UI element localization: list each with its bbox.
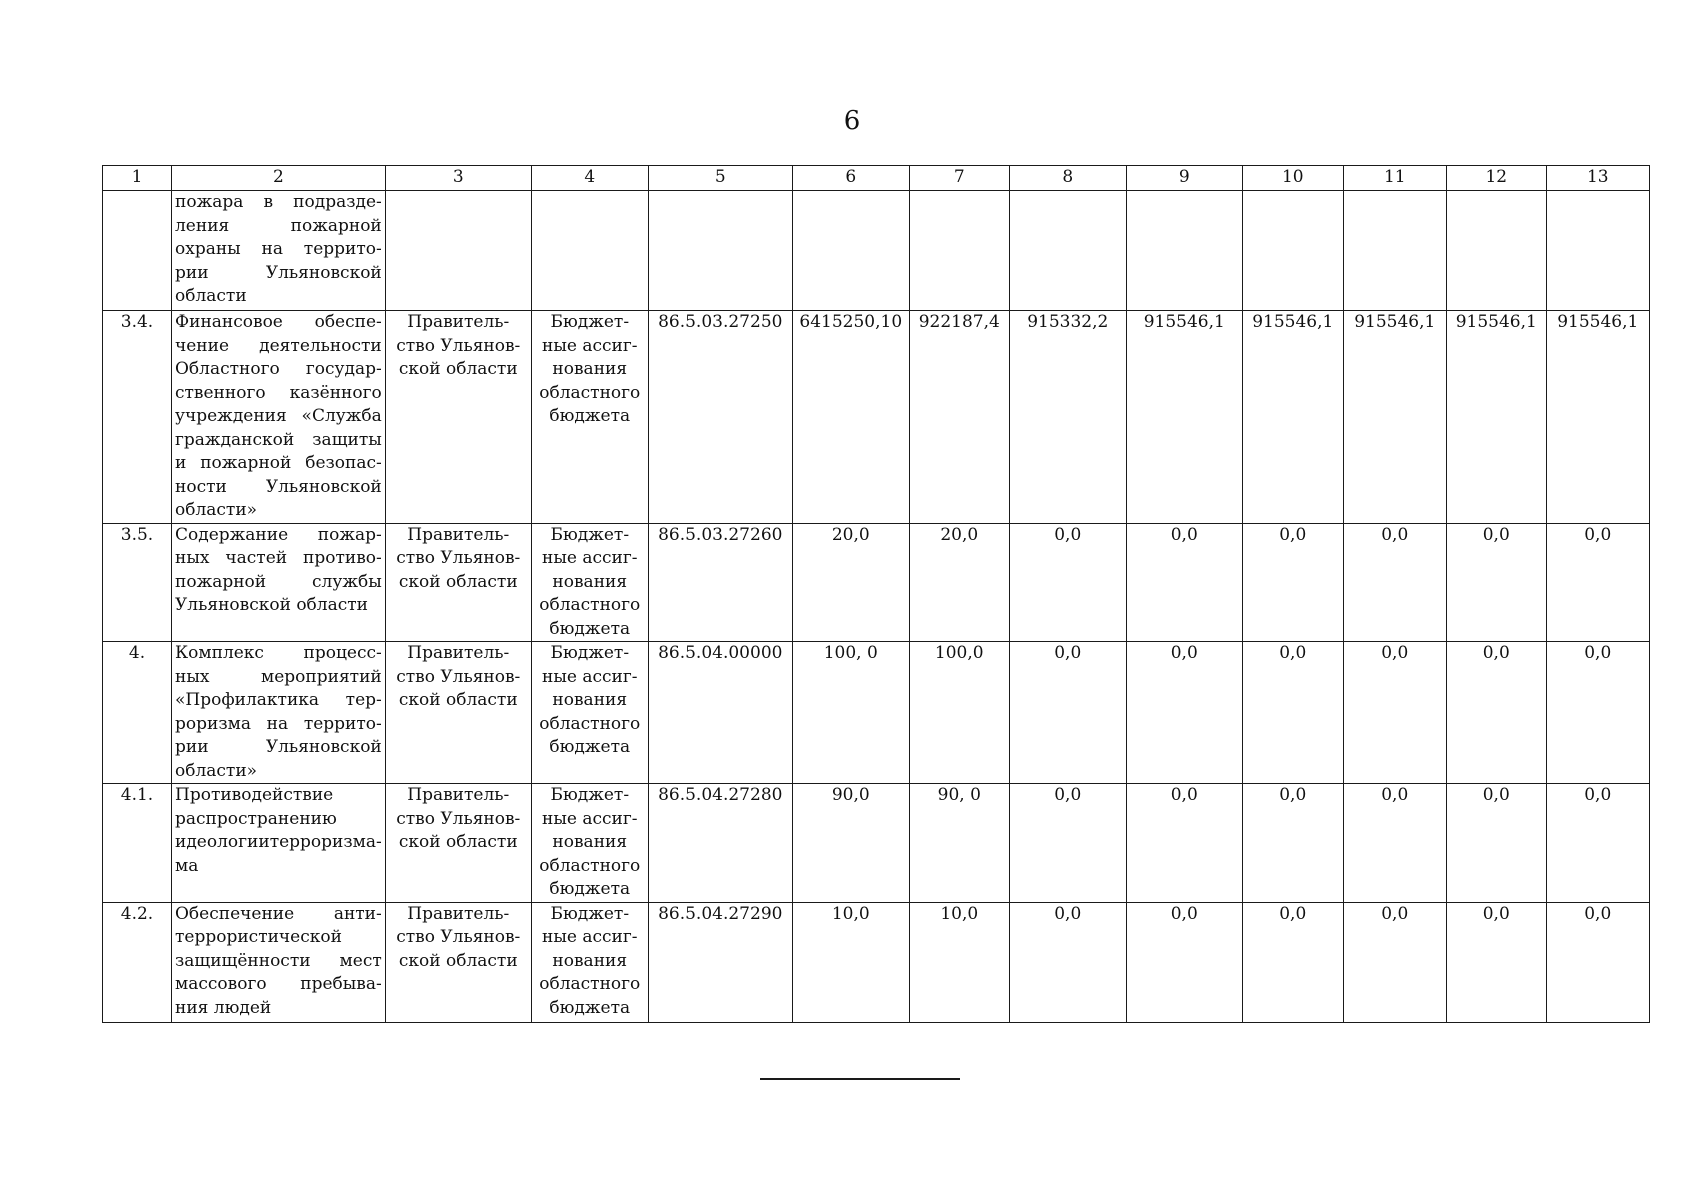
- cell-line: нования: [552, 690, 628, 710]
- cell-line: Содержание пожар-: [175, 524, 382, 545]
- header-cell: 4: [531, 166, 648, 191]
- row-number-cell: 3.5.: [103, 523, 172, 642]
- amount-cell: 0,0: [1009, 902, 1126, 1022]
- budget-code-cell: 86.5.04.27280: [648, 784, 792, 903]
- amount-cell: 0,0: [1446, 642, 1546, 784]
- header-cell: 2: [172, 166, 386, 191]
- cell-line: бюджета: [549, 406, 631, 426]
- amount-cell: 0,0: [1126, 784, 1242, 903]
- cell-line: ской области: [398, 690, 518, 710]
- amount-cell: 915546,1: [1343, 311, 1446, 524]
- cell-line: роризма на террито-: [175, 713, 382, 734]
- cell-line: ные ассиг-: [542, 808, 638, 829]
- budget-code-cell: [648, 191, 792, 311]
- amount-cell: 0,0: [1242, 523, 1343, 642]
- cell-line: ления пожарной: [175, 215, 382, 236]
- amount-cell: [1009, 191, 1126, 311]
- table-row: [103, 642, 1650, 784]
- cell-line: и пожарной безопас-: [175, 453, 382, 473]
- cell-line: Правитель-: [407, 785, 510, 805]
- header-cell: 7: [909, 166, 1009, 191]
- cell-line: ской области: [398, 950, 518, 971]
- amount-cell: 0,0: [1343, 642, 1446, 784]
- cell-line: ство Ульянов-: [396, 548, 521, 568]
- cell-line: Правитель-: [407, 903, 510, 924]
- cell-line: нования: [552, 832, 628, 852]
- amount-cell: 915546,1: [1546, 311, 1649, 524]
- measure-name-cell: [172, 902, 386, 1022]
- amount-cell: 922187,4: [909, 311, 1009, 524]
- amount-cell: [1343, 191, 1446, 311]
- cell-line: пожара в подразде-: [175, 192, 382, 212]
- executor-cell: [385, 902, 531, 1022]
- cell-line: ство Ульянов-: [396, 666, 521, 687]
- cell-line: Обеспечение анти-: [175, 903, 382, 924]
- cell-line: бюджета: [549, 879, 631, 899]
- budget-code-cell: 86.5.03.27260: [648, 523, 792, 642]
- cell-line: ство Ульянов-: [396, 335, 521, 356]
- amount-cell: 0,0: [1343, 784, 1446, 903]
- funding-source-cell: [531, 311, 648, 524]
- row-number-cell: 4.2.: [103, 902, 172, 1022]
- amount-cell: 915546,1: [1242, 311, 1343, 524]
- executor-cell: [385, 523, 531, 642]
- cell-line: нования: [552, 359, 628, 379]
- amount-cell: 915546,1: [1126, 311, 1242, 524]
- cell-line: Бюджет-: [550, 643, 630, 663]
- amount-cell: 0,0: [1126, 523, 1242, 642]
- budget-code-cell: 86.5.04.27290: [648, 902, 792, 1022]
- measure-name-cell: [172, 191, 386, 311]
- executor-cell: [385, 191, 531, 311]
- cell-line: областного: [539, 855, 641, 876]
- cell-line: Областного государ-: [175, 359, 382, 379]
- cell-line: ма: [175, 855, 199, 876]
- budget-code-cell: 86.5.03.27250: [648, 311, 792, 524]
- cell-line: учреждения «Служба: [175, 406, 382, 426]
- amount-cell: [1242, 191, 1343, 311]
- funding-source-cell: [531, 784, 648, 903]
- cell-line: ской области: [398, 359, 518, 379]
- cell-line: массового пребыва-: [175, 974, 382, 994]
- cell-line: Противодействие: [175, 785, 334, 805]
- cell-line: ных мероприятий: [175, 666, 382, 687]
- cell-line: рии Ульяновской: [175, 262, 382, 283]
- cell-line: ные ассиг-: [542, 666, 638, 687]
- header-cell: 9: [1126, 166, 1242, 191]
- funding-source-cell: [531, 523, 648, 642]
- cell-line: областного: [539, 974, 641, 994]
- amount-cell: 0,0: [1343, 902, 1446, 1022]
- cell-line: нования: [552, 571, 628, 592]
- row-number-cell: 4.1.: [103, 784, 172, 903]
- cell-line: ской области: [398, 832, 518, 852]
- amount-cell: 915332,2: [1009, 311, 1126, 524]
- budget-table: [102, 165, 1650, 1023]
- measure-name-cell: [172, 523, 386, 642]
- cell-line: ности Ульяновской: [175, 476, 382, 497]
- cell-line: рии Ульяновской: [175, 737, 382, 757]
- budget-code-cell: 86.5.04.00000: [648, 642, 792, 784]
- amount-cell: 0,0: [1446, 902, 1546, 1022]
- cell-line: ство Ульянов-: [396, 927, 521, 947]
- executor-cell: [385, 784, 531, 903]
- amount-cell: 0,0: [1546, 902, 1649, 1022]
- cell-line: бюджета: [549, 997, 631, 1018]
- cell-line: ственного казённого: [175, 382, 382, 403]
- amount-cell: [1446, 191, 1546, 311]
- executor-cell: [385, 642, 531, 784]
- cell-line: Бюджет-: [550, 312, 630, 332]
- amount-cell: 0,0: [1446, 784, 1546, 903]
- cell-line: бюджета: [549, 737, 631, 757]
- header-cell: 8: [1009, 166, 1126, 191]
- table-row: [103, 191, 1650, 311]
- cell-line: ные ассиг-: [542, 927, 638, 947]
- amount-cell: 0,0: [1126, 902, 1242, 1022]
- funding-source-cell: [531, 642, 648, 784]
- funding-source-cell: [531, 191, 648, 311]
- cell-line: гражданской защиты: [175, 429, 382, 450]
- amount-cell: 90, 0: [909, 784, 1009, 903]
- amount-cell: 0,0: [1546, 642, 1649, 784]
- cell-line: областного: [539, 382, 641, 403]
- cell-line: области»: [175, 500, 258, 520]
- measure-name-cell: [172, 642, 386, 784]
- amount-cell: 0,0: [1242, 642, 1343, 784]
- cell-line: ных частей противо-: [175, 548, 382, 568]
- amount-cell: 6415250,10: [792, 311, 909, 524]
- executor-cell: [385, 311, 531, 524]
- cell-line: ные ассиг-: [542, 335, 638, 356]
- table-row: [103, 311, 1650, 524]
- header-cell: 13: [1546, 166, 1649, 191]
- table-row: [103, 784, 1650, 903]
- amount-cell: 0,0: [1242, 784, 1343, 903]
- table-row: [103, 902, 1650, 1022]
- cell-line: Правитель-: [407, 524, 510, 545]
- amount-cell: 10,0: [792, 902, 909, 1022]
- amount-cell: 0,0: [1009, 642, 1126, 784]
- header-cell: 6: [792, 166, 909, 191]
- cell-line: «Профилактика тер-: [175, 690, 382, 710]
- amount-cell: [792, 191, 909, 311]
- cell-line: охраны на террито-: [175, 239, 382, 259]
- cell-line: области: [175, 286, 247, 306]
- cell-line: Правитель-: [407, 312, 510, 332]
- cell-line: распространению: [175, 808, 337, 829]
- amount-cell: 90,0: [792, 784, 909, 903]
- row-number-cell: 4.: [103, 642, 172, 784]
- cell-line: ния людей: [175, 997, 272, 1018]
- cell-line: Ульяновской области: [175, 595, 368, 615]
- cell-line: Бюджет-: [550, 903, 630, 924]
- measure-name-cell: [172, 311, 386, 524]
- header-cell: 12: [1446, 166, 1546, 191]
- end-rule: [760, 1078, 960, 1080]
- cell-line: Правитель-: [407, 643, 510, 663]
- cell-line: Финансовое обеспе-: [175, 312, 382, 332]
- amount-cell: 0,0: [1343, 523, 1446, 642]
- amount-cell: 0,0: [1009, 523, 1126, 642]
- amount-cell: 20,0: [909, 523, 1009, 642]
- amount-cell: 20,0: [792, 523, 909, 642]
- cell-line: террористической: [175, 927, 342, 947]
- cell-line: Бюджет-: [550, 524, 630, 545]
- page-number: 6: [843, 106, 861, 136]
- amount-cell: [909, 191, 1009, 311]
- table-header-row: [103, 166, 1650, 191]
- cell-line: областного: [539, 595, 641, 615]
- funding-source-cell: [531, 902, 648, 1022]
- cell-line: областного: [539, 713, 641, 734]
- amount-cell: 0,0: [1242, 902, 1343, 1022]
- cell-line: Комплекс процесс-: [175, 643, 382, 663]
- cell-line: защищённости мест: [175, 950, 382, 971]
- cell-line: ство Ульянов-: [396, 808, 521, 829]
- amount-cell: 0,0: [1546, 523, 1649, 642]
- amount-cell: [1546, 191, 1649, 311]
- cell-line: ской области: [398, 571, 518, 592]
- cell-line: чение деятельности: [175, 335, 382, 356]
- cell-line: пожарной службы: [175, 571, 382, 592]
- header-cell: 1: [103, 166, 172, 191]
- header-cell: 5: [648, 166, 792, 191]
- amount-cell: 100, 0: [792, 642, 909, 784]
- amount-cell: 0,0: [1546, 784, 1649, 903]
- amount-cell: 100,0: [909, 642, 1009, 784]
- amount-cell: 10,0: [909, 902, 1009, 1022]
- amount-cell: 0,0: [1126, 642, 1242, 784]
- amount-cell: [1126, 191, 1242, 311]
- amount-cell: 915546,1: [1446, 311, 1546, 524]
- header-cell: 10: [1242, 166, 1343, 191]
- header-cell: 11: [1343, 166, 1446, 191]
- cell-line: Бюджет-: [550, 785, 630, 805]
- cell-line: нования: [552, 950, 628, 971]
- table-row: [103, 523, 1650, 642]
- cell-line: ные ассиг-: [542, 548, 638, 568]
- row-number-cell: 3.4.: [103, 311, 172, 524]
- table-body: [103, 166, 1650, 1023]
- cell-line: идеологии терроризма-: [175, 832, 382, 852]
- row-number-cell: [103, 191, 172, 311]
- cell-line: области»: [175, 760, 258, 781]
- cell-line: бюджета: [549, 618, 631, 639]
- amount-cell: 0,0: [1446, 523, 1546, 642]
- measure-name-cell: [172, 784, 386, 903]
- header-cell: 3: [385, 166, 531, 191]
- amount-cell: 0,0: [1009, 784, 1126, 903]
